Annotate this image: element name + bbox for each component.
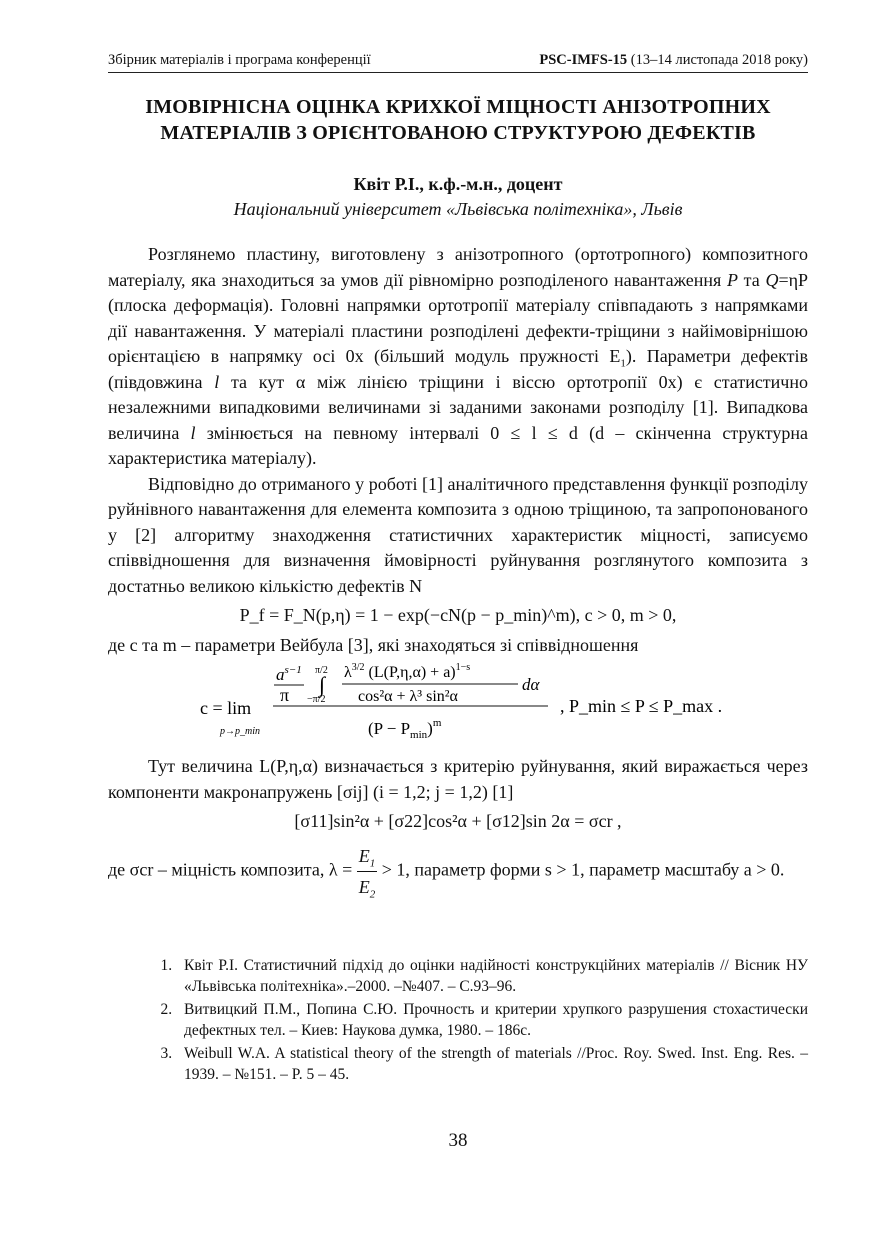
header-conference-code: PSC-IMFS-15	[539, 52, 628, 68]
header-conference	[539, 52, 808, 69]
formula-int-upper: π/2	[315, 665, 328, 676]
formula-weibull-parameter	[108, 660, 808, 752]
running-header	[108, 50, 808, 73]
title-line-1: ІМОВІРНІСНА ОЦІНКА КРИХКОЇ МІЦНОСТІ АНІЗОТРОПНИХ	[145, 96, 771, 118]
p1-text-c: =ηP (плоска деформація). Головні напрямки ортотропії матеріалу співпадають з напрямками дії навантаження. У матеріалі пластини розподілені дефекти-тріщини з найімовірнішою орієнтацією в напрямку осі 0x (більший модуль пружності E	[108, 269, 809, 366]
p1-text-f: змінюється на певному інтервалі 0 ≤ l ≤ d (d – скінченна структурна характеристика матеріалу).	[108, 422, 809, 468]
p1-symbol-P: P	[726, 269, 738, 290]
page-number: 38	[448, 1130, 468, 1151]
reference-item: 3. Weibull W.A. A statistical theory of the strength of materials //Proc. Roy. Swed. Inst. Eng. Res. – 1939. – №151. – P. 5 – 45.	[176, 1043, 808, 1085]
lambda-fraction: $\frac{E_1}{E_2}$	[358, 845, 376, 901]
formula-c-lim-label: c = lim	[200, 698, 252, 718]
p1-text-b: та	[737, 269, 766, 290]
formula-a-power: $a^{s-1}$	[276, 664, 302, 684]
paragraph-2: Відповідно до отриманого у роботі [1] аналітичного представлення функції розподілу руйнівного навантаження для елемента композита з одною тріщиною, та запропонованого у [2] алгоритму знаходження статистичних характеристик міцності, записуємо співвідношення для визначення ймовірності руйнування розглянутого композита з достатньо великою кількістю дефектів N	[108, 473, 808, 596]
formula-integrand-denominator: cos²α + λ³ sin²α	[358, 688, 458, 705]
header-conference-dates: (13–14 листопада 2018 року)	[627, 52, 808, 68]
paragraph-5	[108, 841, 808, 902]
p1-symbol-Q: Q	[765, 269, 779, 290]
p5-text-a: де σcr – міцність композита, λ =	[108, 859, 353, 880]
formula-fracture-criterion: [σ11]sin²α + [σ22]cos²α + [σ12]sin 2α = σcr ,	[294, 811, 622, 831]
formula-failure-probability: P_f = F_N(p,η) = 1 − exp(−cN(p − p_min)^m), c > 0, m > 0,	[239, 605, 677, 625]
formula-lim-subscript: p→p_min	[220, 726, 260, 737]
title-line-2: МАТЕРІАЛІВ З ОРІЄНТОВАНОЮ СТРУКТУРОЮ ДЕФЕКТІВ	[160, 122, 756, 144]
formula-int-lower: −π/2	[307, 694, 326, 705]
p5-text-b: > 1, параметр форми s > 1, параметр масштабу a > 0.	[381, 859, 785, 880]
paragraph-1: Розглянемо пластину, виготовлену з анізотропного (ортотропного) композитного матеріалу, яка знаходиться за умов дії рівномірно розподіленого навантаження P та Q=ηP (плоска деформація). Головні напрямки ортотропії матеріалу співпадають з напрямками дії навантаження. У матеріалі пластини розподілені дефекти-тріщини з найімовірнішою орієнтацією в напрямку осі 0x (більший модуль пружності $E_1$). Параметри дефектів (півдовжина l та кут α між лінією тріщини і віссю ортотропії 0x) є статистично незалежними випадковими величинами зі заданими законами розподілу [1]. Випадкова величина l змінюється на певному інтервалі 0 ≤ l ≤ d (d – скінченна структурна характеристика матеріалу).	[108, 244, 809, 468]
paper-body	[108, 242, 808, 902]
p1-text-e: та кут α між лінією тріщини і віссю ортотропії 0x) є статистично незалежними випадковими величинами зі заданими законами розподілу [1]. Випадкова величина	[108, 371, 808, 443]
formula-main-denominator: $(P - P_{min})^m$	[368, 717, 442, 741]
paper-title	[108, 94, 808, 146]
formula-integrand-numerator: $\lambda^{3/2}$ $(L(P,\eta,\alpha) + a)^{1-s}$	[344, 662, 471, 681]
paragraph-4: Тут величина L(P,η,α) визначається з критерію руйнування, який виражається через компоненти макронапружень [σij] (i = 1,2; j = 1,2) [1]	[108, 756, 808, 802]
header-collection-title: Збірник матеріалів і програма конференції	[108, 52, 371, 68]
formula-weibull-svg	[108, 660, 808, 752]
formula-d-alpha: dα	[522, 675, 540, 694]
reference-item: 2. Витвицкий П.М., Попина С.Ю. Прочность и критерии хрупкого разрушения стохастически дефектных тел. – Киев: Наукова думка, 1980. – 186с.	[176, 999, 808, 1041]
formula-range-condition: , P_min ≤ P ≤ P_max .	[560, 696, 723, 716]
author-line: Квіт Р.І., к.ф.-м.н., доцент	[353, 174, 563, 194]
p1-text-d: ). Параметри дефектів (півдовжина	[108, 346, 808, 392]
affiliation-line: Національний університет «Львівська політехніка», Львів	[233, 199, 683, 219]
references-list	[108, 955, 808, 1087]
p1-text-a: Розглянемо пластину, виготовлену з анізотропного (ортотропного) композитного матеріалу, яка знаходиться за умов дії рівномірно розподіленого навантаження	[108, 244, 808, 290]
formula-pi-denominator: π	[280, 685, 290, 705]
reference-item: 1. Квіт Р.І. Статистичний підхід до оцінки надійності конструкційних матеріалів // Вісник НУ «Львівська політехніка».–2000. –№407. – С.93–96.	[176, 955, 808, 997]
formula-integral-sign: ∫	[319, 672, 326, 697]
paragraph-3: де c та m – параметри Вейбула [3], які знаходяться зі співвідношення	[108, 634, 639, 655]
